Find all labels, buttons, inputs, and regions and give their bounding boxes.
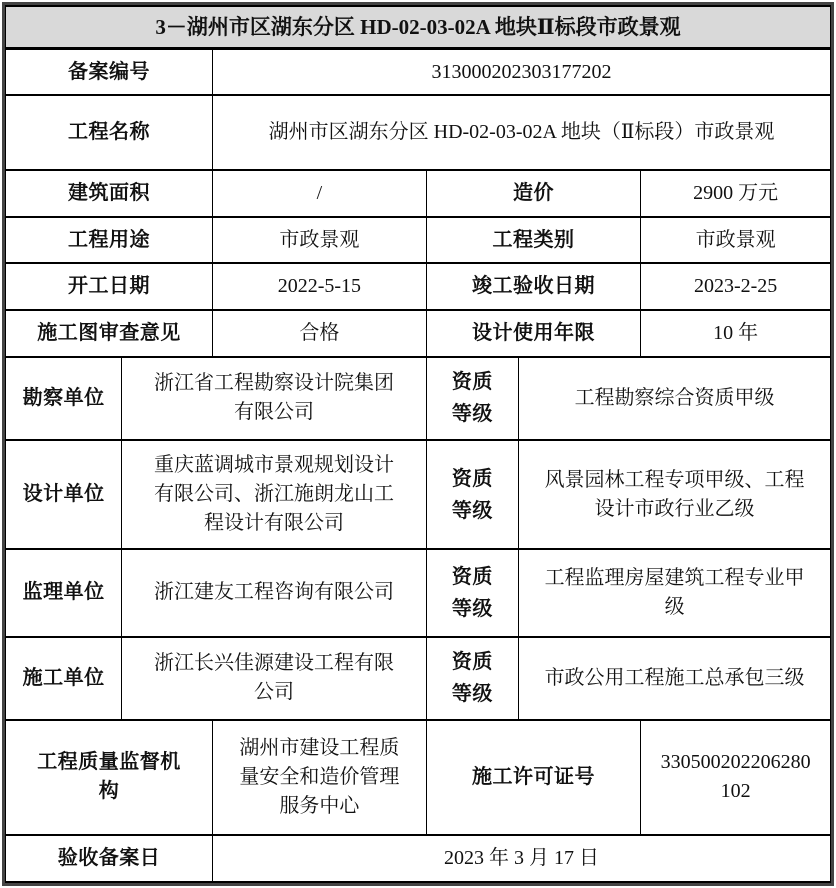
survey-unit-label: 勘察单位 [6, 357, 122, 440]
area-cost-row [6, 170, 831, 217]
completion-date-value: 2023-2-25 [641, 263, 831, 310]
project-name-row [6, 95, 831, 170]
construction-permit-label: 施工许可证号 [426, 720, 640, 836]
constructor-qualification-label: 资质等级 [426, 637, 518, 720]
drawing-review-label: 施工图审查意见 [6, 310, 213, 357]
project-record-table [5, 5, 831, 883]
supervisor-unit-row [6, 549, 831, 636]
building-area-label: 建筑面积 [6, 170, 213, 217]
supervisor-unit-company: 浙江建友工程咨询有限公司 [122, 549, 426, 636]
survey-unit-row [6, 357, 831, 440]
design-qualification-label: 资质等级 [426, 440, 518, 550]
design-life-label: 设计使用年限 [426, 310, 640, 357]
table-outer-frame [2, 2, 834, 886]
quality-supervision-label: 工程质量监督机构 [6, 720, 213, 836]
table-title-row [6, 6, 831, 49]
table-title: 3－湖州市区湖东分区 HD-02-03-02A 地块Ⅱ标段市政景观 [6, 6, 831, 49]
project-name-label: 工程名称 [6, 95, 213, 170]
completion-date-label: 竣工验收日期 [426, 263, 640, 310]
constructor-unit-company: 浙江长兴佳源建设工程有限公司 [122, 637, 426, 720]
acceptance-date-row [6, 835, 831, 882]
design-unit-company: 重庆蓝调城市景观规划设计有限公司、浙江施朗龙山工程设计有限公司 [122, 440, 426, 550]
dates-row [6, 263, 831, 310]
review-life-row [6, 310, 831, 357]
start-date-label: 开工日期 [6, 263, 213, 310]
cost-label: 造价 [426, 170, 640, 217]
design-qualification-value: 风景园林工程专项甲级、工程设计市政行业乙级 [519, 440, 831, 550]
quality-supervision-value: 湖州市建设工程质量安全和造价管理服务中心 [213, 720, 427, 836]
design-unit-label: 设计单位 [6, 440, 122, 550]
project-use-label: 工程用途 [6, 217, 213, 264]
record-number-label: 备案编号 [6, 49, 213, 96]
survey-qualification-label: 资质等级 [426, 357, 518, 440]
acceptance-date-value: 2023 年 3 月 17 日 [213, 835, 831, 882]
constructor-unit-label: 施工单位 [6, 637, 122, 720]
use-category-row [6, 217, 831, 264]
record-number-row [6, 49, 831, 96]
supervisor-unit-label: 监理单位 [6, 549, 122, 636]
constructor-unit-row [6, 637, 831, 720]
project-category-label: 工程类别 [426, 217, 640, 264]
drawing-review-value: 合格 [213, 310, 427, 357]
acceptance-date-label: 验收备案日 [6, 835, 213, 882]
project-use-value: 市政景观 [213, 217, 427, 264]
construction-permit-value: 330500202206280102 [641, 720, 831, 836]
start-date-value: 2022-5-15 [213, 263, 427, 310]
survey-qualification-value: 工程勘察综合资质甲级 [519, 357, 831, 440]
cost-value: 2900 万元 [641, 170, 831, 217]
project-name-value: 湖州市区湖东分区 HD-02-03-02A 地块（Ⅱ标段）市政景观 [213, 95, 831, 170]
design-life-value: 10 年 [641, 310, 831, 357]
record-number-value: 313000202303177202 [213, 49, 831, 96]
constructor-qualification-value: 市政公用工程施工总承包三级 [519, 637, 831, 720]
supervisor-qualification-value: 工程监理房屋建筑工程专业甲级 [519, 549, 831, 636]
building-area-value: / [213, 170, 427, 217]
quality-supervision-row [6, 720, 831, 836]
project-category-value: 市政景观 [641, 217, 831, 264]
survey-unit-company: 浙江省工程勘察设计院集团有限公司 [122, 357, 426, 440]
supervisor-qualification-label: 资质等级 [426, 549, 518, 636]
design-unit-row [6, 440, 831, 550]
